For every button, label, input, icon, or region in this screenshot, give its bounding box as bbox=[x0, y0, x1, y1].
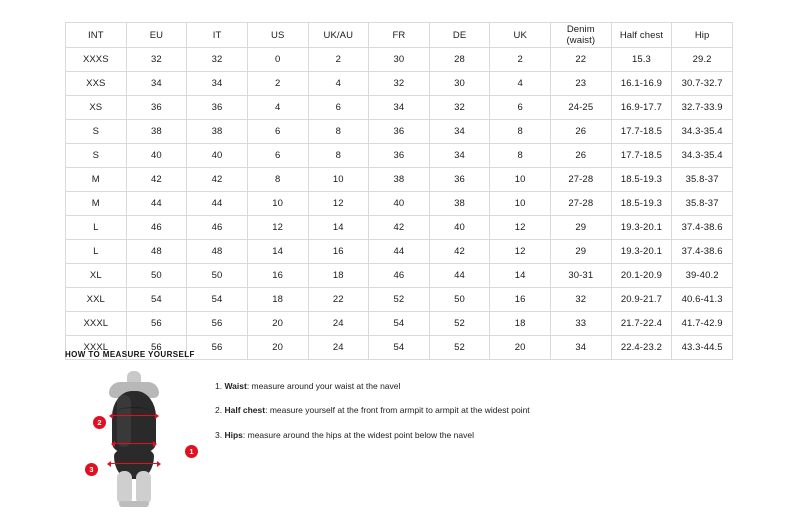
cell-hip: 41.7-42.9 bbox=[672, 312, 733, 336]
step-term: Waist bbox=[224, 381, 247, 391]
cell-uk: 12 bbox=[490, 216, 551, 240]
step-number: 2. bbox=[215, 405, 223, 416]
cell-hip: 29.2 bbox=[672, 48, 733, 72]
table-header-row bbox=[66, 23, 733, 48]
marker-3-hips: 3 bbox=[85, 463, 98, 476]
table-row bbox=[66, 264, 733, 288]
cell-fr: 30 bbox=[369, 48, 430, 72]
cell-fr: 38 bbox=[369, 168, 430, 192]
cell-us: 8 bbox=[247, 168, 308, 192]
cell-uk: 4 bbox=[490, 72, 551, 96]
column-header-fr: FR bbox=[369, 23, 430, 48]
cell-de: 30 bbox=[429, 72, 490, 96]
cell-de: 52 bbox=[429, 312, 490, 336]
step-text: : measure around the hips at the widest point below the navel bbox=[242, 429, 474, 440]
cell-hip: 34.3-35.4 bbox=[672, 144, 733, 168]
measure-steps-list bbox=[205, 369, 765, 454]
table-row bbox=[66, 120, 733, 144]
cell-int: M bbox=[66, 192, 127, 216]
cell-it: 56 bbox=[187, 312, 248, 336]
cell-eu: 42 bbox=[126, 168, 187, 192]
cell-us: 6 bbox=[247, 120, 308, 144]
cell-uk-au: 2 bbox=[308, 48, 369, 72]
cell-half-chest: 20.9-21.7 bbox=[611, 288, 672, 312]
cell-it: 36 bbox=[187, 96, 248, 120]
cell-us: 10 bbox=[247, 192, 308, 216]
cell-denim-waist: 32 bbox=[551, 288, 612, 312]
cell-uk: 16 bbox=[490, 288, 551, 312]
cell-fr: 40 bbox=[369, 192, 430, 216]
mannequin-right-leg bbox=[136, 471, 151, 505]
cell-eu: 38 bbox=[126, 120, 187, 144]
cell-eu: 56 bbox=[126, 312, 187, 336]
cell-hip: 37.4-38.6 bbox=[672, 240, 733, 264]
cell-it: 54 bbox=[187, 288, 248, 312]
cell-hip: 43.3-44.5 bbox=[672, 336, 733, 360]
step-number: 3. bbox=[215, 429, 223, 440]
cell-uk: 10 bbox=[490, 168, 551, 192]
cell-de: 40 bbox=[429, 216, 490, 240]
cell-de: 38 bbox=[429, 192, 490, 216]
cell-hip: 37.4-38.6 bbox=[672, 216, 733, 240]
cell-uk-au: 6 bbox=[308, 96, 369, 120]
cell-denim-waist: 30-31 bbox=[551, 264, 612, 288]
cell-us: 20 bbox=[247, 336, 308, 360]
cell-us: 2 bbox=[247, 72, 308, 96]
cell-it: 32 bbox=[187, 48, 248, 72]
table-row bbox=[66, 312, 733, 336]
cell-us: 16 bbox=[247, 264, 308, 288]
cell-denim-waist: 22 bbox=[551, 48, 612, 72]
cell-uk: 8 bbox=[490, 120, 551, 144]
cell-eu: 56 bbox=[126, 336, 187, 360]
cell-denim-waist: 33 bbox=[551, 312, 612, 336]
cell-int: XXS bbox=[66, 72, 127, 96]
cell-denim-waist: 29 bbox=[551, 240, 612, 264]
cell-uk-au: 14 bbox=[308, 216, 369, 240]
cell-fr: 36 bbox=[369, 120, 430, 144]
cell-us: 20 bbox=[247, 312, 308, 336]
cell-fr: 46 bbox=[369, 264, 430, 288]
cell-uk-au: 8 bbox=[308, 144, 369, 168]
cell-us: 6 bbox=[247, 144, 308, 168]
waist-measure-arrow-icon bbox=[115, 443, 153, 444]
cell-de: 32 bbox=[429, 96, 490, 120]
cell-uk-au: 8 bbox=[308, 120, 369, 144]
cell-half-chest: 17.7-18.5 bbox=[611, 120, 672, 144]
measure-step-half-chest bbox=[215, 405, 765, 416]
table-body bbox=[66, 48, 733, 360]
column-header-de: DE bbox=[429, 23, 490, 48]
cell-de: 42 bbox=[429, 240, 490, 264]
cell-int: XXXL bbox=[66, 312, 127, 336]
cell-eu: 46 bbox=[126, 216, 187, 240]
cell-fr: 54 bbox=[369, 312, 430, 336]
cell-fr: 54 bbox=[369, 336, 430, 360]
cell-uk-au: 24 bbox=[308, 312, 369, 336]
cell-uk-au: 16 bbox=[308, 240, 369, 264]
step-number: 1. bbox=[215, 381, 223, 391]
cell-uk: 18 bbox=[490, 312, 551, 336]
column-header-eu: EU bbox=[126, 23, 187, 48]
cell-eu: 44 bbox=[126, 192, 187, 216]
column-header-us: US bbox=[247, 23, 308, 48]
cell-fr: 44 bbox=[369, 240, 430, 264]
cell-int: XL bbox=[66, 264, 127, 288]
cell-uk: 6 bbox=[490, 96, 551, 120]
cell-hip: 35.8-37 bbox=[672, 168, 733, 192]
cell-int: XXL bbox=[66, 288, 127, 312]
table-row bbox=[66, 72, 733, 96]
column-header-int: INT bbox=[66, 23, 127, 48]
cell-uk: 10 bbox=[490, 192, 551, 216]
table-header bbox=[66, 23, 733, 48]
cell-denim-waist: 27-28 bbox=[551, 192, 612, 216]
column-header-uk: UK bbox=[490, 23, 551, 48]
how-to-measure-title: HOW TO MEASURE YOURSELF bbox=[65, 350, 195, 359]
cell-fr: 42 bbox=[369, 216, 430, 240]
cell-eu: 36 bbox=[126, 96, 187, 120]
cell-de: 34 bbox=[429, 144, 490, 168]
mannequin-stand bbox=[119, 501, 149, 507]
cell-eu: 50 bbox=[126, 264, 187, 288]
hip-measure-arrow-icon bbox=[111, 463, 157, 464]
cell-it: 50 bbox=[187, 264, 248, 288]
table-row bbox=[66, 168, 733, 192]
cell-int: S bbox=[66, 120, 127, 144]
cell-fr: 52 bbox=[369, 288, 430, 312]
marker-1-waist: 1 bbox=[185, 445, 198, 458]
cell-it: 42 bbox=[187, 168, 248, 192]
cell-half-chest: 19.3-20.1 bbox=[611, 216, 672, 240]
measure-step-hips bbox=[215, 430, 765, 441]
cell-us: 4 bbox=[247, 96, 308, 120]
cell-int: XXXL bbox=[66, 336, 127, 360]
cell-uk-au: 12 bbox=[308, 192, 369, 216]
cell-half-chest: 22.4-23.2 bbox=[611, 336, 672, 360]
cell-uk-au: 10 bbox=[308, 168, 369, 192]
table-row bbox=[66, 48, 733, 72]
cell-fr: 32 bbox=[369, 72, 430, 96]
cell-hip: 32.7-33.9 bbox=[672, 96, 733, 120]
column-header-hip: Hip bbox=[672, 23, 733, 48]
table-row bbox=[66, 288, 733, 312]
size-chart-table-wrapper bbox=[65, 22, 733, 360]
cell-hip: 35.8-37 bbox=[672, 192, 733, 216]
cell-de: 52 bbox=[429, 336, 490, 360]
cell-us: 14 bbox=[247, 240, 308, 264]
cell-denim-waist: 24-25 bbox=[551, 96, 612, 120]
cell-uk-au: 18 bbox=[308, 264, 369, 288]
cell-eu: 40 bbox=[126, 144, 187, 168]
column-header-uk-au: UK/AU bbox=[308, 23, 369, 48]
step-text: : measure around your waist at the navel bbox=[246, 381, 401, 391]
cell-de: 50 bbox=[429, 288, 490, 312]
cell-hip: 40.6-41.3 bbox=[672, 288, 733, 312]
cell-us: 12 bbox=[247, 216, 308, 240]
cell-eu: 34 bbox=[126, 72, 187, 96]
cell-us: 0 bbox=[247, 48, 308, 72]
column-header-it: IT bbox=[187, 23, 248, 48]
how-to-measure-section bbox=[65, 350, 765, 509]
mannequin-torso-highlight bbox=[117, 395, 131, 447]
cell-denim-waist: 26 bbox=[551, 120, 612, 144]
cell-uk-au: 24 bbox=[308, 336, 369, 360]
step-text: : measure yourself at the front from armpit to armpit at the widest point bbox=[265, 405, 530, 416]
cell-eu: 54 bbox=[126, 288, 187, 312]
cell-it: 40 bbox=[187, 144, 248, 168]
cell-denim-waist: 23 bbox=[551, 72, 612, 96]
cell-hip: 34.3-35.4 bbox=[672, 120, 733, 144]
cell-half-chest: 21.7-22.4 bbox=[611, 312, 672, 336]
mannequin-figure-icon bbox=[97, 371, 171, 509]
marker-2-half-chest: 2 bbox=[93, 416, 106, 429]
cell-int: XXXS bbox=[66, 48, 127, 72]
mannequin-illustration bbox=[65, 369, 205, 509]
cell-half-chest: 20.1-20.9 bbox=[611, 264, 672, 288]
cell-de: 44 bbox=[429, 264, 490, 288]
cell-int: L bbox=[66, 240, 127, 264]
cell-us: 18 bbox=[247, 288, 308, 312]
cell-fr: 36 bbox=[369, 144, 430, 168]
table-row bbox=[66, 96, 733, 120]
step-term: Hips bbox=[224, 429, 243, 440]
cell-it: 38 bbox=[187, 120, 248, 144]
cell-uk: 8 bbox=[490, 144, 551, 168]
cell-int: M bbox=[66, 168, 127, 192]
cell-uk: 20 bbox=[490, 336, 551, 360]
column-header-half-chest: Half chest bbox=[611, 23, 672, 48]
cell-de: 28 bbox=[429, 48, 490, 72]
cell-half-chest: 18.5-19.3 bbox=[611, 192, 672, 216]
cell-it: 34 bbox=[187, 72, 248, 96]
cell-uk-au: 22 bbox=[308, 288, 369, 312]
cell-it: 44 bbox=[187, 192, 248, 216]
cell-de: 34 bbox=[429, 120, 490, 144]
size-chart-table bbox=[65, 22, 733, 360]
cell-int: L bbox=[66, 216, 127, 240]
cell-denim-waist: 26 bbox=[551, 144, 612, 168]
cell-uk: 14 bbox=[490, 264, 551, 288]
cell-half-chest: 15.3 bbox=[611, 48, 672, 72]
cell-denim-waist: 27-28 bbox=[551, 168, 612, 192]
cell-half-chest: 17.7-18.5 bbox=[611, 144, 672, 168]
cell-int: XS bbox=[66, 96, 127, 120]
cell-half-chest: 16.1-16.9 bbox=[611, 72, 672, 96]
cell-fr: 34 bbox=[369, 96, 430, 120]
cell-denim-waist: 34 bbox=[551, 336, 612, 360]
measure-step-waist bbox=[215, 381, 765, 392]
table-row bbox=[66, 192, 733, 216]
cell-uk: 2 bbox=[490, 48, 551, 72]
cell-half-chest: 19.3-20.1 bbox=[611, 240, 672, 264]
cell-it: 48 bbox=[187, 240, 248, 264]
cell-denim-waist: 29 bbox=[551, 216, 612, 240]
how-to-measure-body bbox=[65, 369, 765, 509]
cell-uk: 12 bbox=[490, 240, 551, 264]
cell-it: 56 bbox=[187, 336, 248, 360]
cell-half-chest: 18.5-19.3 bbox=[611, 168, 672, 192]
mannequin-left-leg bbox=[117, 471, 132, 505]
step-term: Half chest bbox=[224, 405, 266, 416]
cell-int: S bbox=[66, 144, 127, 168]
cell-it: 46 bbox=[187, 216, 248, 240]
column-header-denim-waist: Denim (waist) bbox=[551, 23, 612, 48]
cell-hip: 30.7-32.7 bbox=[672, 72, 733, 96]
half-chest-measure-arrow-icon bbox=[113, 415, 155, 416]
cell-eu: 32 bbox=[126, 48, 187, 72]
cell-hip: 39-40.2 bbox=[672, 264, 733, 288]
cell-half-chest: 16.9-17.7 bbox=[611, 96, 672, 120]
cell-eu: 48 bbox=[126, 240, 187, 264]
cell-de: 36 bbox=[429, 168, 490, 192]
table-row bbox=[66, 240, 733, 264]
table-row bbox=[66, 216, 733, 240]
cell-uk-au: 4 bbox=[308, 72, 369, 96]
table-row bbox=[66, 144, 733, 168]
